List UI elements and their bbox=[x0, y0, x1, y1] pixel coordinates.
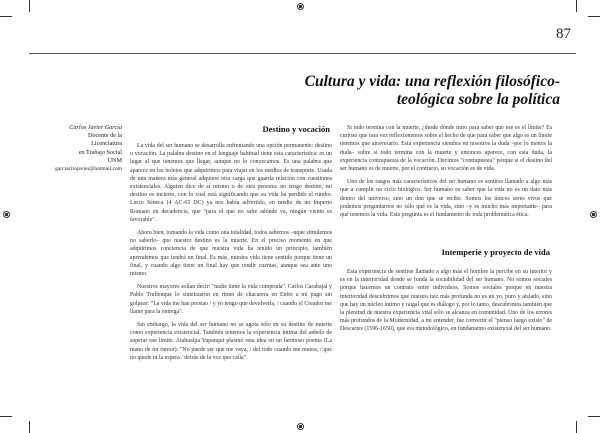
crop-mark bbox=[588, 16, 600, 17]
page-number: 87 bbox=[556, 26, 571, 42]
author-role: Licenciatura bbox=[91, 140, 122, 148]
section-heading-destino: Destino y vocación bbox=[262, 124, 330, 134]
right-column-top bbox=[340, 124, 552, 224]
crop-mark bbox=[0, 416, 12, 417]
crop-mark bbox=[576, 0, 577, 12]
body-paragraph: Si todo termina con la muerte, ¿desde dónde miro para saber que ese es el límite? Es curioso que rara vez reflexionemos sobre el hecho de que para saber que algo es un límite tenemos que atravesarlo. Esta experiencia siembra en nosotros la duda –por lo menos la duda– sobre si todo termina con la muerte y entonces aparece, con esta duda, la experiencia contrapuesta de la vocación. Decimos "contrapuesta" porque si el destino del ser humano es de muerte, por el contrario, su vocación es de vida. bbox=[340, 125, 552, 173]
body-paragraph: Uno de los rasgos más característicos del ser humano es sentirse llamado a algo más que a cumplir un ciclo biológico. Ser humano es saber que la vida no es un dato más dentro del universo, sino un don que se recibe. Somos los únicos seres vivos que podemos preguntarnos no sólo qué es la vida, sino –y es mucho más importante– para qué tenemos la vida. Esta pregunta es el fundamento de toda problemática ética. bbox=[340, 179, 552, 219]
body-paragraph: Nuestros mayores solían decir: "nadie tiene la vida comprada". Carlos Carabajal y Pablo Trullenque lo sintetizaron en ritmo de chacarera en Entre a mi pago sin golpear: "La vida me han prestao / y yo tengo que devolverla, / cuando el Creador me llame para la entrega". bbox=[130, 284, 332, 315]
body-paragraph: Esta experiencia de sentirse llamado a algo más el hombre la percibe en su interior y es en la interioridad donde se funda la sociabilidad del ser humano. No somos sociales porque hacemos un contrato entre individuos. Somos sociales porque en nuestra interioridad descubrimos que nuestra raíz más profunda no es un yo, puro y aislado, sino que hay un núcleo íntimo y raigal que es diálogo y, por lo tanto, descubrimos también que la plenitud de nuestra experiencia vital sólo se alcanza en comunidad. Uno de los errores más profundos de la Modernidad, a mi entender, fue convertir el "pienso luego existo" de Descartes (1596-1650), que era metodológico, en fundamento existencial del ser humano. bbox=[340, 269, 552, 333]
body-paragraph: Sin embargo, la vida del ser humano no se agota sólo en su destino de muerte como experiencia existencial. También tenemos la experiencia íntima del anhelo de superar ese límite. Atahualpa Yupanqui plasmó esta idea en un hermoso poema (La mano de mi rumor): "No puede ser que me vaya, / del todo cuando me muera, / que no quede ni la espera / detrás de la voz que calla". bbox=[130, 322, 332, 361]
crop-mark bbox=[0, 16, 12, 17]
author-org: UNM bbox=[107, 156, 122, 164]
section-heading-intemperie: Intemperie y proyecto de vida bbox=[441, 247, 550, 257]
right-column-bottom bbox=[340, 268, 552, 339]
crop-mark bbox=[576, 421, 577, 433]
registration-mark bbox=[3, 211, 10, 218]
author-role: Docente de la bbox=[87, 132, 122, 140]
author-email: garciacitojavier@hotmail.com bbox=[55, 166, 122, 173]
body-paragraph: Ahora bien, tomando la vida como una totalidad, todos sabemos –uque simulemos no saberlo– que nuestro destino es la muerte. En el preciso momento en que adquirimos conciencia de que nuestra vida ha tenido un principio, también aprendemos que tendrá un final. Es más, nuestra vida tiene sentido porque tiene un final, y cuando algo tiene un final hay que rendir cuentas, aunque sea ante uno mismo. bbox=[130, 230, 332, 278]
crop-mark bbox=[588, 416, 600, 417]
article-title: Cultura y vida: una reflexión filosófico-teológica sobre la política bbox=[304, 73, 560, 108]
author-block bbox=[18, 124, 122, 173]
left-column bbox=[130, 142, 332, 367]
crop-mark bbox=[29, 421, 30, 433]
crop-mark bbox=[29, 0, 30, 12]
registration-mark bbox=[297, 423, 304, 430]
body-paragraph: La vida del ser humano se desarrolla enfrentando una opción permanente: destino o vocación. La palabra destino en el lenguaje habitual tiene esta característica: es un lugar al que tenemos que llegar, aunque no lo conozcamos. Es una palabra que aparece en los boletos que adquirimos para viajar en los medios de transporte. Usada de una manera más general adquiere otra carga que guarda relación con cuestiones existenciales. Alguien dice de sí mismo o de otra persona: no tengo destino, mi destino es incierto, con lo cual está significando que su vida ha perdido el rumbo. Lucio Séneca (4 AC-65 DC) ya nos había advertido, en medio de un Imperio Romano en decadencia, que "para el que no sabe adónde va, ningún viento es favorable". bbox=[130, 143, 332, 223]
header-rule bbox=[29, 53, 576, 54]
registration-mark bbox=[590, 211, 597, 218]
registration-mark bbox=[297, 3, 304, 10]
author-name: Carlos Javier García bbox=[69, 124, 122, 131]
author-role: en Trabajo Social bbox=[78, 148, 122, 156]
